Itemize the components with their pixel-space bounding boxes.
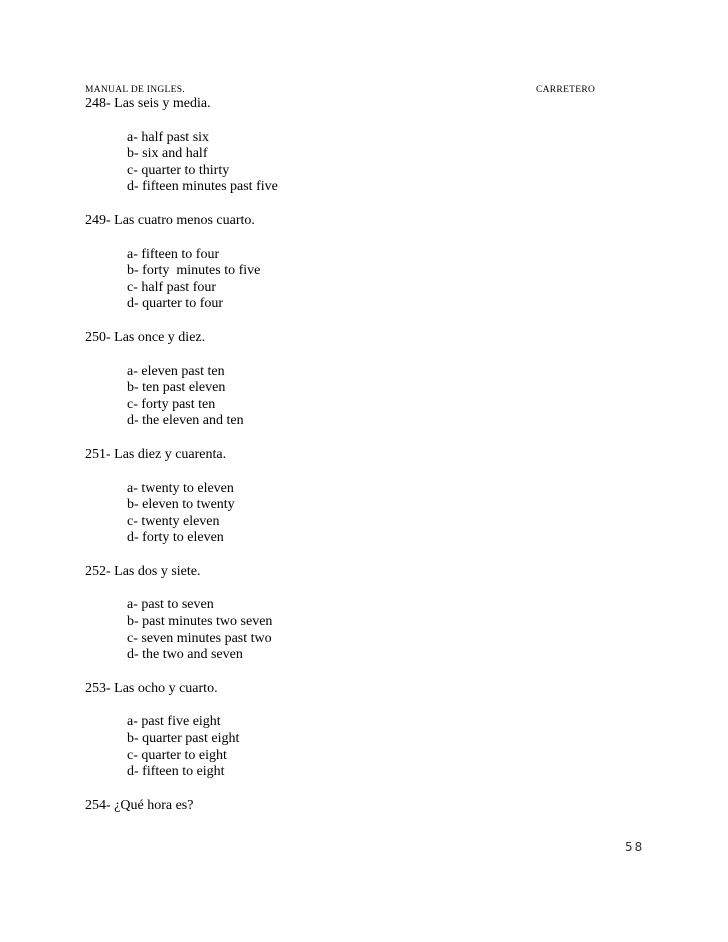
answer-option: b- forty minutes to five <box>127 263 261 279</box>
answer-option: d- quarter to four <box>127 296 224 312</box>
header-author: CARRETERO <box>536 85 596 95</box>
answer-option: d- the two and seven <box>127 647 243 663</box>
question-list <box>85 96 645 814</box>
question-prompt: 254- ¿Qué hora es? <box>85 797 194 813</box>
question-prompt: 249- Las cuatro menos cuarto. <box>85 212 255 228</box>
answer-option: a- fifteen to four <box>127 246 220 262</box>
question-prompt: 252- Las dos y siete. <box>85 563 201 579</box>
answer-option: d- fifteen minutes past five <box>127 179 278 195</box>
answer-option: a- twenty to eleven <box>127 480 234 496</box>
question-block <box>85 213 645 313</box>
question-prompt: 250- Las once y diez. <box>85 329 206 345</box>
question-block <box>85 330 645 430</box>
answer-option: b- quarter past eight <box>127 731 240 747</box>
answer-option: b- six and half <box>127 146 208 162</box>
answer-option: a- half past six <box>127 129 210 145</box>
answer-option: c- quarter to eight <box>127 747 227 763</box>
header-title: MANUAL DE INGLES. <box>85 85 186 95</box>
question-block <box>85 447 645 547</box>
question-block <box>85 681 645 781</box>
answer-option: d- fifteen to eight <box>127 764 225 780</box>
answer-option: d- forty to eleven <box>127 530 224 546</box>
answer-option: a- past five eight <box>127 714 221 730</box>
answer-options <box>127 481 645 547</box>
answer-option: a- eleven past ten <box>127 363 225 379</box>
answer-option: d- the eleven and ten <box>127 413 244 429</box>
question-prompt: 253- Las ocho y cuarto. <box>85 680 218 696</box>
answer-option: b- eleven to twenty <box>127 497 235 513</box>
answer-option: b- past minutes two seven <box>127 614 273 630</box>
page-number: 58 <box>625 840 645 854</box>
answer-option: c- quarter to thirty <box>127 162 230 178</box>
question-block <box>85 96 645 196</box>
answer-options <box>127 597 645 663</box>
answer-options <box>127 130 645 196</box>
answer-options <box>127 714 645 780</box>
answer-options <box>127 247 645 313</box>
answer-option: c- half past four <box>127 279 217 295</box>
question-block <box>85 798 645 815</box>
question-block <box>85 564 645 664</box>
answer-option: b- ten past eleven <box>127 380 226 396</box>
question-prompt: 251- Las diez y cuarenta. <box>85 446 227 462</box>
question-prompt: 248- Las seis y media. <box>85 96 211 111</box>
answer-option: c- forty past ten <box>127 396 216 412</box>
answer-option: a- past to seven <box>127 597 214 613</box>
answer-option: c- seven minutes past two <box>127 630 272 646</box>
answer-options <box>127 364 645 430</box>
answer-option: c- twenty eleven <box>127 513 220 529</box>
